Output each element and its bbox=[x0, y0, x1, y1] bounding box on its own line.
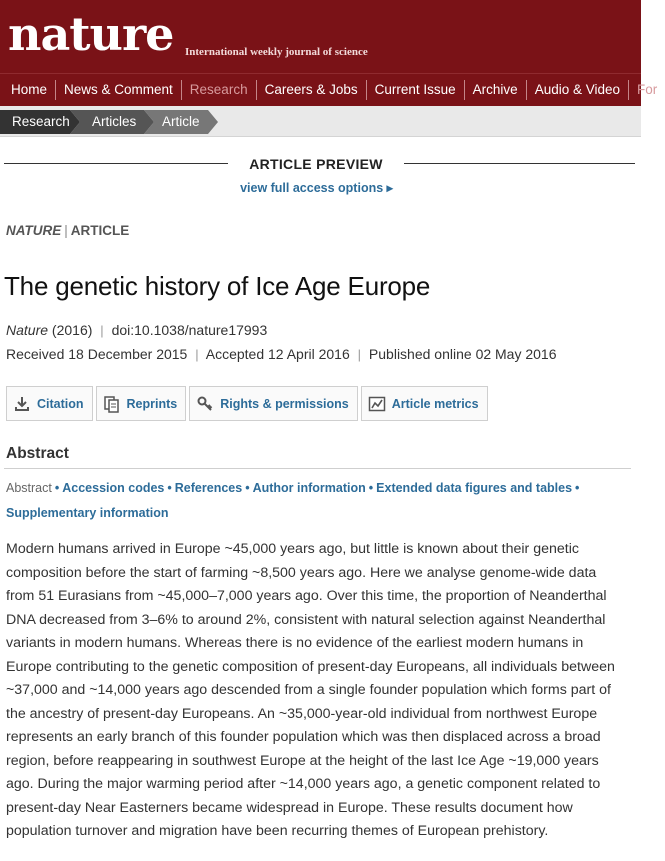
journal-name-label[interactable]: NATURE bbox=[6, 223, 62, 238]
section-label: ARTICLE bbox=[70, 223, 130, 238]
article-preview-title: ARTICLE PREVIEW bbox=[249, 156, 383, 172]
subnav-abstract: Abstract bbox=[6, 481, 52, 495]
nav-research[interactable]: Research bbox=[182, 80, 257, 100]
nav-current-issue[interactable]: Current Issue bbox=[367, 80, 465, 100]
dates-meta bbox=[6, 346, 557, 362]
download-icon bbox=[13, 395, 31, 413]
breadcrumb-article[interactable] bbox=[144, 110, 218, 134]
article-metrics-label: Article metrics bbox=[391, 396, 479, 411]
main-nav bbox=[0, 73, 658, 106]
tagline: International weekly journal of science bbox=[185, 46, 368, 58]
abstract-divider bbox=[4, 468, 631, 469]
rights-permissions-button[interactable] bbox=[189, 386, 358, 421]
key-icon bbox=[196, 395, 214, 413]
article-tools bbox=[6, 386, 488, 421]
article-title: The genetic history of Ice Age Europe bbox=[4, 271, 431, 301]
abstract-heading: Abstract bbox=[6, 445, 69, 462]
nav-audio-video[interactable]: Audio & Video bbox=[527, 80, 629, 100]
rights-permissions-label: Rights & permissions bbox=[220, 396, 349, 411]
abstract-text: Modern humans arrived in Europe ~45,000 years ago, but little is known about their genetic composition before the start of farming ~8,500 years ago. Here we analyse genome-wide data from 51 Eurasians from ~45,000–7,000 years ago. Over this time, the proportion of Neanderthal DNA decreased from 3–6% to around 2%, consistent with natural selection against Neanderthal variants in modern humans. Whereas there is no evidence of the earliest modern humans in Europe contributing to the genetic composition of present-day Europeans, all individuals between ~37,000 and ~14,000 years ago descended from a single founder population which forms part of the ancestry of present-day Europeans. An ~35,000-year-old individual from northwest Europe represents an early branch of this founder population which was then displaced across a broad region, before reappearing in southwest Europe at the height of the last Ice Age ~19,000 years ago. During the major warming period after ~14,000 years ago, a genetic component related to present-day Near Easterners became widespread in Europe. These results document how population turnover and migration have been recurring themes of European prehistory. bbox=[6, 541, 615, 839]
subnav-dot-2: • bbox=[167, 481, 172, 495]
accepted-label: Accepted bbox=[205, 346, 265, 362]
reprints-label: Reprints bbox=[126, 396, 178, 411]
received-label: Received bbox=[6, 346, 65, 362]
subnav-references[interactable]: References bbox=[174, 481, 243, 495]
subnav-accession-codes[interactable]: Accession codes bbox=[62, 481, 165, 495]
breadcrumb bbox=[0, 106, 641, 137]
meta-year: (2016) bbox=[51, 322, 93, 338]
nature-logo[interactable]: nature bbox=[8, 7, 174, 61]
subnav-dot-3: • bbox=[245, 481, 250, 495]
meta-journal: Nature bbox=[6, 322, 49, 338]
nav-archive[interactable]: Archive bbox=[465, 80, 527, 100]
dates-separator-1: | bbox=[195, 347, 199, 362]
article-metrics-button[interactable] bbox=[361, 386, 488, 421]
accepted-date: 12 April 2016 bbox=[268, 346, 350, 362]
received-date: 18 December 2015 bbox=[68, 346, 188, 362]
document-icon bbox=[103, 395, 121, 413]
subnav-dot-5: • bbox=[575, 481, 580, 495]
breadcrumb-articles-label: Articles bbox=[92, 114, 137, 129]
subnav-dot-1: • bbox=[54, 481, 60, 495]
nav-home[interactable]: Home bbox=[0, 80, 56, 100]
nav-news-comment[interactable]: News & Comment bbox=[56, 80, 182, 100]
citation-label: Citation bbox=[37, 396, 84, 411]
subnav-dot-4: • bbox=[368, 481, 374, 495]
breadcrumb-article-label: Article bbox=[162, 114, 200, 129]
breadcrumb-articles[interactable] bbox=[70, 110, 154, 134]
journal-section-line bbox=[6, 223, 129, 238]
dates-separator-2: | bbox=[357, 347, 362, 362]
masthead bbox=[0, 0, 641, 73]
citation-button[interactable] bbox=[6, 386, 93, 421]
breadcrumb-research-label: Research bbox=[12, 114, 70, 129]
published-label: Published online bbox=[368, 346, 472, 362]
view-full-access-link[interactable]: view full access options ▸ bbox=[240, 181, 393, 195]
published-date: 02 May 2016 bbox=[475, 346, 557, 362]
journal-separator: | bbox=[64, 223, 68, 238]
article-preview-box bbox=[228, 153, 404, 175]
section-subnav bbox=[6, 476, 626, 526]
subnav-supplementary-information[interactable]: Supplementary information bbox=[6, 506, 169, 520]
citation-meta bbox=[6, 322, 267, 338]
subnav-author-information[interactable]: Author information bbox=[252, 481, 366, 495]
chart-icon bbox=[368, 395, 386, 413]
nav-careers-jobs[interactable]: Careers & Jobs bbox=[257, 80, 367, 100]
breadcrumb-research[interactable] bbox=[0, 110, 80, 134]
meta-separator: | bbox=[100, 323, 104, 338]
nav-for[interactable]: For bbox=[637, 82, 658, 97]
meta-doi: doi:10.1038/nature17993 bbox=[111, 322, 268, 338]
reprints-button[interactable] bbox=[96, 386, 187, 421]
subnav-extended-data[interactable]: Extended data figures and tables bbox=[376, 481, 573, 495]
